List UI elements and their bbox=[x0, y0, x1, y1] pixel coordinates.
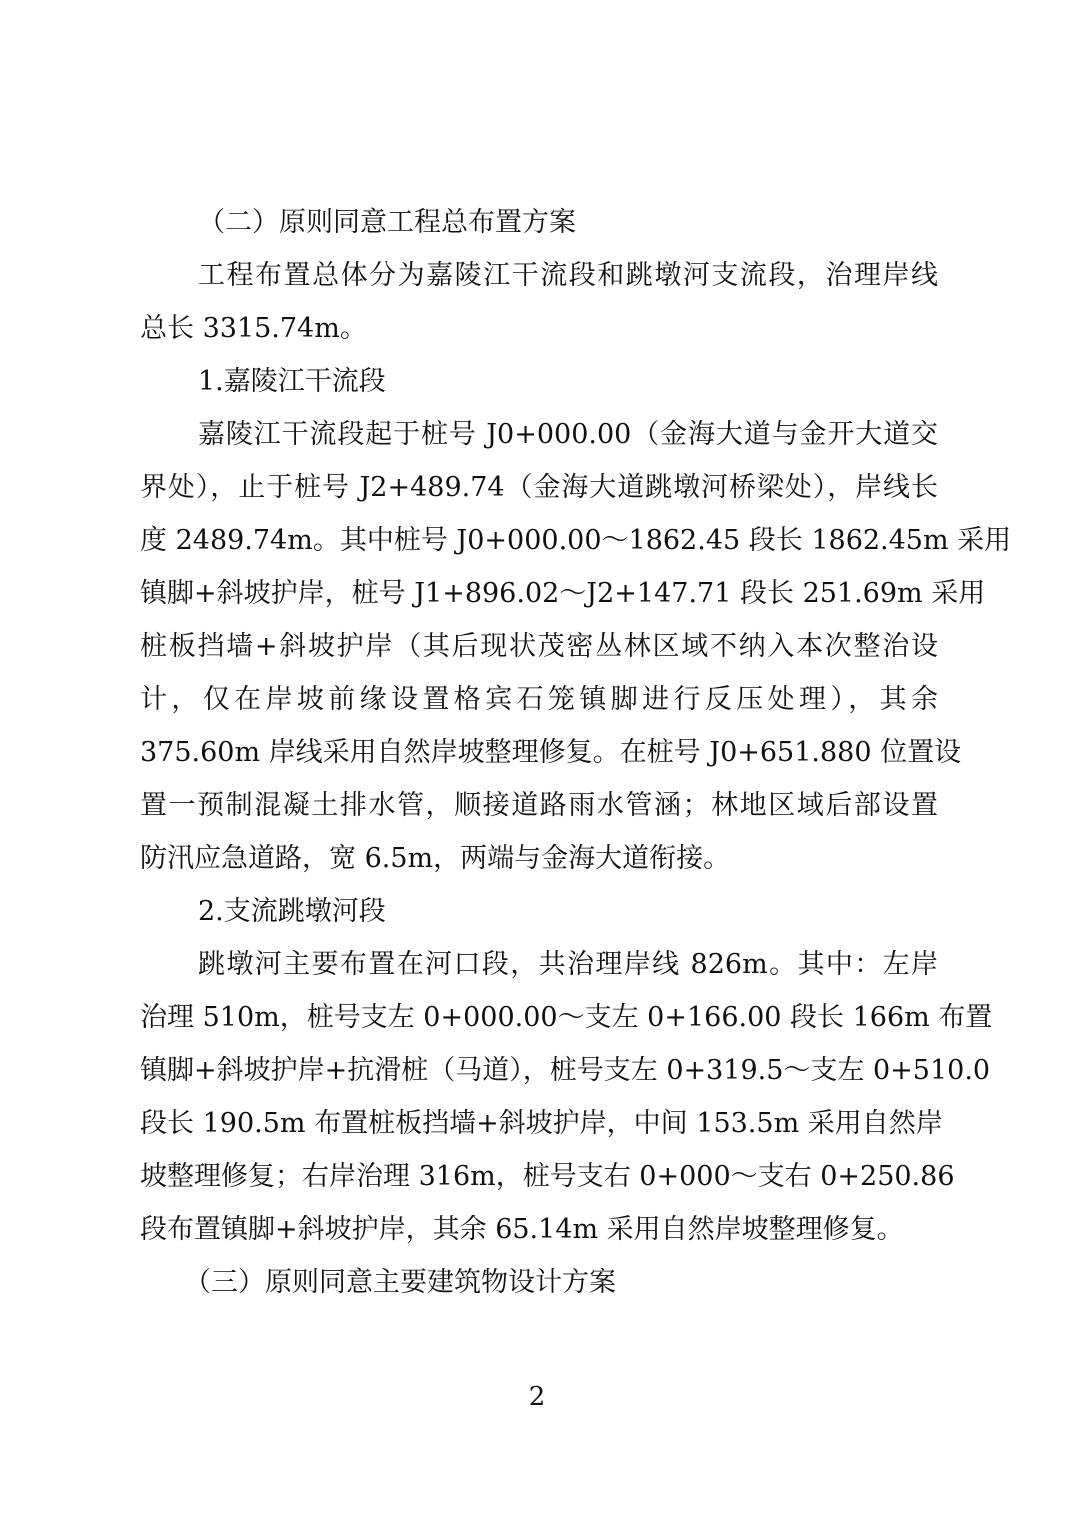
paragraph-line: 置一预制混凝土排水管，顺接道路雨水管涵；林地区域后部设置 bbox=[140, 790, 938, 821]
paragraph-line: 总长 3315.74m。 bbox=[140, 313, 367, 344]
subsection-heading-jialing-main-stream: 1.嘉陵江干流段 bbox=[198, 366, 386, 397]
paragraph-line: 坡整理修复；右岸治理 316m，桩号支右 0+000～支右 0+250.86 bbox=[140, 1161, 955, 1192]
subsection-heading-tiaodun-tributary: 2.支流跳墩河段 bbox=[198, 896, 386, 927]
document-body bbox=[140, 196, 1012, 1309]
paragraph-line: 度 2489.74m。其中桩号 J0+000.00～1862.45 段长 1862.45m 采用 bbox=[140, 525, 1012, 556]
page-number: 2 bbox=[528, 1382, 546, 1412]
paragraph-line: 镇脚+斜坡护岸，桩号 J1+896.02～J2+147.71 段长 251.69m 采用 bbox=[140, 578, 986, 609]
paragraph-line: 段布置镇脚+斜坡护岸，其余 65.14m 采用自然岸坡整理修复。 bbox=[140, 1214, 904, 1245]
paragraph-line: 嘉陵江干流段起于桩号 J0+000.00（金海大道与金开大道交 bbox=[198, 419, 938, 450]
paragraph-line: 镇脚+斜坡护岸+抗滑桩（马道），桩号支左 0+319.5～支左 0+510.0 bbox=[140, 1055, 991, 1086]
paragraph-line: 段长 190.5m 布置桩板挡墙+斜坡护岸，中间 153.5m 采用自然岸 bbox=[140, 1108, 943, 1139]
paragraph-line: 工程布置总体分为嘉陵江干流段和跳墩河支流段，治理岸线 bbox=[198, 260, 938, 291]
paragraph-line: 界处），止于桩号 J2+489.74（金海大道跳墩河桥梁处），岸线长 bbox=[140, 472, 938, 503]
section-heading-layout-plan: （二）原则同意工程总布置方案 bbox=[198, 207, 576, 238]
paragraph-line: 跳墩河主要布置在河口段，共治理岸线 826m。其中：左岸 bbox=[198, 949, 938, 980]
paragraph-line: 治理 510m，桩号支左 0+000.00～支左 0+166.00 段长 166m 布置 bbox=[140, 1002, 993, 1033]
section-heading-building-design: （三）原则同意主要建筑物设计方案 bbox=[184, 1267, 616, 1298]
paragraph-line: 375.60m 岸线采用自然岸坡整理修复。在桩号 J0+651.880 位置设 bbox=[140, 737, 962, 768]
paragraph-line: 计，仅在岸坡前缘设置格宾石笼镇脚进行反压处理），其余 bbox=[140, 684, 938, 715]
paragraph-line: 防汛应急道路，宽 6.5m，两端与金海大道衔接。 bbox=[140, 843, 731, 874]
paragraph-line: 桩板挡墙+斜坡护岸（其后现状茂密丛林区域不纳入本次整治设 bbox=[140, 631, 938, 662]
